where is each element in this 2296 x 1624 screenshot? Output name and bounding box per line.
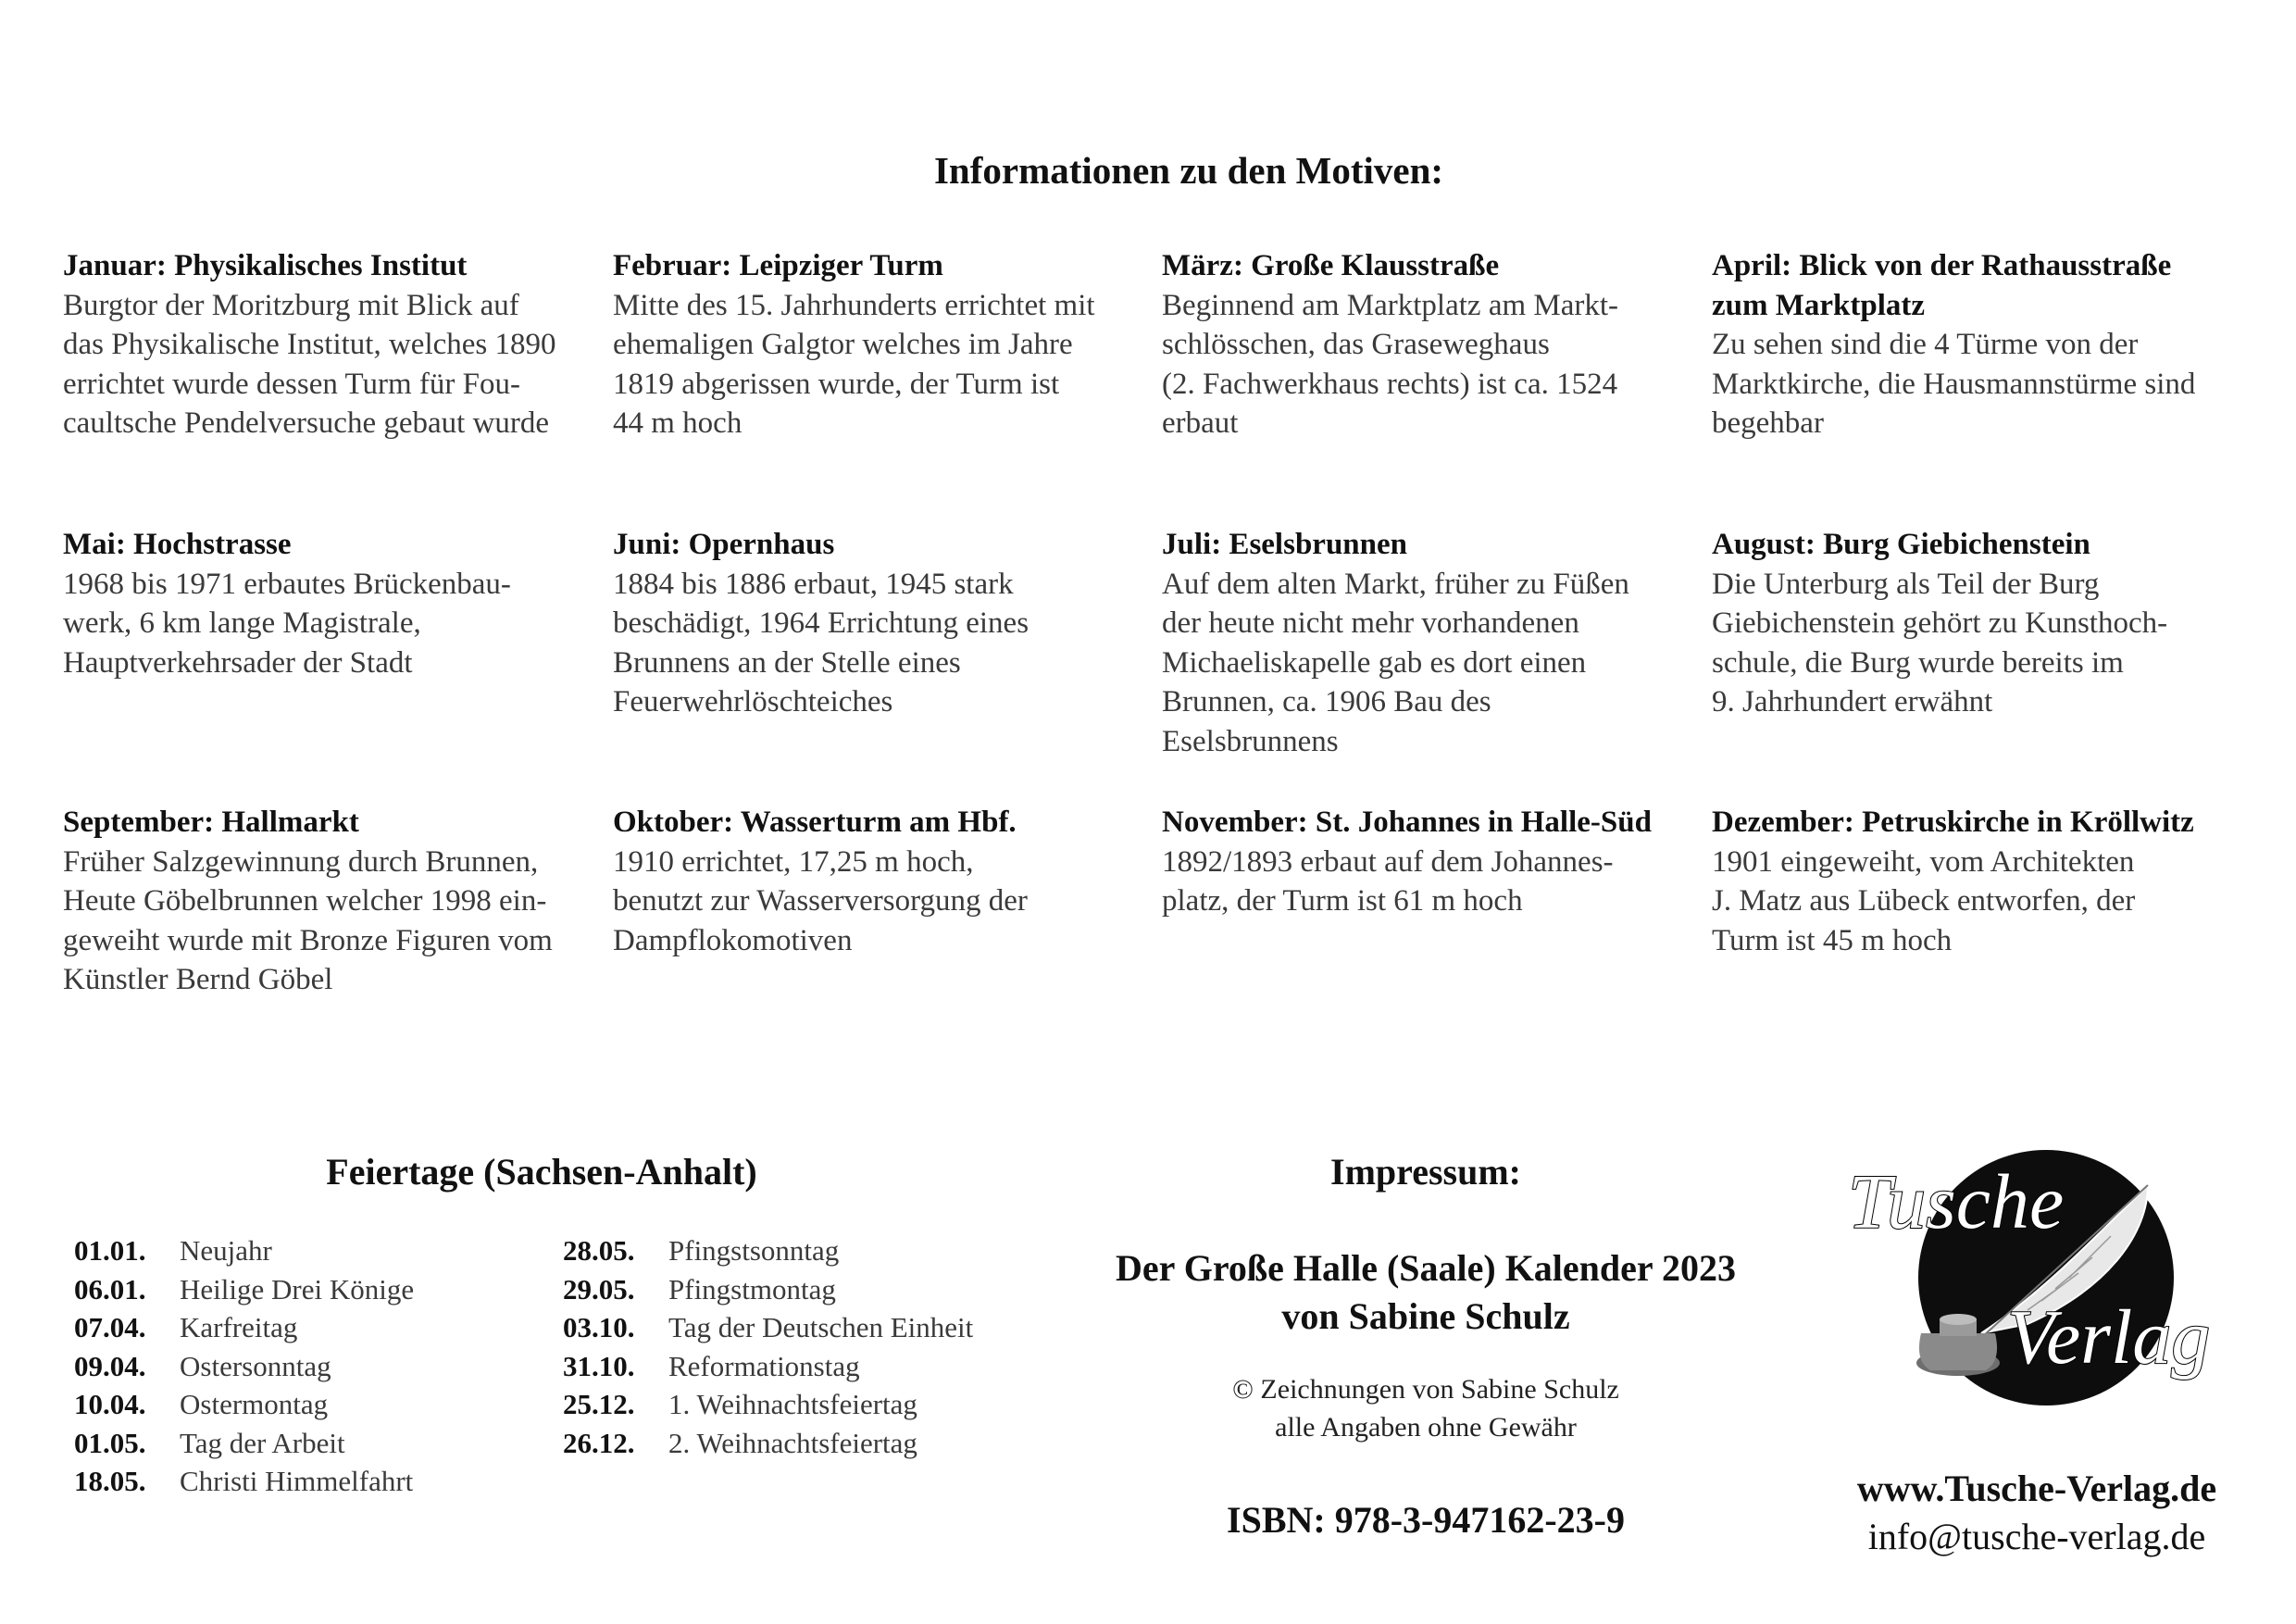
impressum-book [1046,1244,1805,1341]
holiday-row [74,1462,414,1501]
holiday-row [74,1385,414,1424]
holiday-row [74,1231,414,1270]
holiday-name: Ostersonntag [180,1349,331,1382]
holiday-row [563,1308,973,1347]
month-description: 1892/1893 erbaut auf dem Johannes- platz, der Turm ist 61 m hoch [1162,844,1614,918]
holiday-date: 18.05. [74,1465,146,1497]
month-june [613,525,1159,722]
month-february [613,246,1159,443]
month-november [1162,803,1708,921]
holiday-name: Reformationstag [668,1349,860,1382]
month-heading: Februar: Leipziger Turm [613,249,943,282]
holiday-name: 2. Weihnachtsfeiertag [668,1426,917,1459]
holiday-row [74,1308,414,1347]
month-april [1712,246,2258,443]
month-july [1162,525,1708,761]
month-description: Burgtor der Moritzburg mit Blick auf das Physikalische Institut, welches 1890 errichtet wurde dessen Turm für Fou- caultsche Pendelversuche gebaut wurde [63,288,556,440]
month-heading: Januar: Physikalisches Institut [63,249,468,282]
month-description: Mitte des 15. Jahrhunderts errichtet mit ehemaligen Galgtor welches im Jahre 1819 abgerissen wurde, der Turm ist 44 m hoch [613,288,1095,440]
publisher-website[interactable]: www.Tusche-Verlag.de [1856,1468,2217,1509]
holiday-name: Tag der Deutschen Einheit [668,1311,974,1343]
holiday-date: 31.10. [563,1349,635,1382]
holidays-column-2 [563,1231,973,1462]
holiday-date: 29.05. [563,1272,635,1305]
month-heading: Juni: Opernhaus [613,528,835,561]
month-description: Auf dem alten Markt, früher zu Füßen der heute nicht mehr vorhandenen Michaeliskapelle gab es dort einen Brunnen, ca. 1906 Bau des Eselsbrunnens [1162,567,1629,758]
holidays-column-1 [74,1231,414,1501]
month-description: Die Unterburg als Teil der Burg Giebichenstein gehört zu Kunsthoch- schule, die Burg wurde bereits im 9. Jahrhundert erwähnt [1712,567,2168,718]
holiday-date: 07.04. [74,1311,146,1343]
holiday-row [74,1347,414,1386]
holiday-name: Neujahr [180,1234,272,1267]
month-description: Früher Salzgewinnung durch Brunnen, Heute Göbelbrunnen welcher 1998 ein- geweiht wurde mit Bronze Figuren vom Künstler Bernd Göbel [63,844,553,996]
logo-word-tusche: Tusche [1848,1159,2065,1245]
holiday-row [74,1424,414,1463]
holiday-name: Karfreitag [180,1311,298,1343]
month-heading: April: Blick von der Rathausstraße zum Marktplatz [1712,249,2172,322]
holiday-date: 25.12. [563,1388,635,1420]
holiday-date: 26.12. [563,1426,635,1459]
impressum-note [1046,1370,1805,1446]
month-august [1712,525,2258,722]
holiday-row [563,1385,973,1424]
month-description: 1884 bis 1886 erbaut, 1945 stark beschädigt, 1964 Errichtung eines Brunnens an der Stelle eines Feuerwehrlöschteiches [613,567,1029,718]
month-september [63,803,609,1000]
holiday-date: 09.04. [74,1349,146,1382]
month-description: Zu sehen sind die 4 Türme von der Marktkirche, die Hausmannstürme sind begehbar [1712,328,2196,440]
month-heading: Juli: Eselsbrunnen [1162,528,1407,561]
book-title: Der Große Halle (Saale) Kalender 2023 [1116,1247,1736,1289]
holiday-row [563,1424,973,1463]
holiday-date: 01.01. [74,1234,146,1267]
month-march [1162,246,1708,443]
month-january [63,246,609,443]
month-heading: Oktober: Wasserturm am Hbf. [613,806,1017,839]
copyright-line: © Zeichnungen von Sabine Schulz [1232,1374,1619,1405]
publisher-email[interactable]: info@tusche-verlag.de [1867,1516,2206,1557]
month-description: 1901 eingeweiht, vom Architekten J. Matz aus Lübeck entworfen, der Turm ist 45 m hoch [1712,844,2136,957]
holidays-title: Feiertage (Sachsen-Anhalt) [326,1151,757,1193]
month-heading: Dezember: Petruskirche in Kröllwitz [1712,806,2194,839]
holiday-name: Ostermontag [180,1388,329,1420]
holiday-name: Tag der Arbeit [180,1426,345,1459]
month-description: 1910 errichtet, 17,25 m hoch, benutzt zur Wasserversorgung der Dampflokomotiven [613,844,1028,957]
month-heading: März: Große Klausstraße [1162,249,1500,282]
month-heading: September: Hallmarkt [63,806,359,839]
holiday-date: 28.05. [563,1234,635,1267]
holiday-row [74,1270,414,1309]
holiday-date: 01.05. [74,1426,146,1459]
month-heading: November: St. Johannes in Halle-Süd [1162,806,1652,839]
holiday-date: 10.04. [74,1388,146,1420]
month-description: 1968 bis 1971 erbautes Brückenbau- werk, 6 km lange Magistrale, Hauptverkehrsader der Stadt [63,567,511,680]
holiday-row [563,1347,973,1386]
holiday-name: Pfingstsonntag [668,1234,840,1267]
disclaimer-line: alle Angaben ohne Gewähr [1275,1412,1577,1443]
month-heading: Mai: Hochstrasse [63,528,292,561]
book-author: von Sabine Schulz [1281,1295,1570,1337]
month-october [613,803,1159,960]
logo-word-verlag: Verlag [2007,1294,2211,1380]
isbn: ISBN: 978-3-947162-23-9 [1227,1499,1625,1541]
publisher-logo [1842,1148,2250,1407]
month-may [63,525,609,682]
holiday-date: 06.01. [74,1272,146,1305]
holiday-row [563,1270,973,1309]
holiday-date: 03.10. [563,1311,635,1343]
impressum-title: Impressum: [1330,1151,1521,1193]
holiday-name: Pfingstmontag [668,1272,836,1305]
month-december [1712,803,2258,960]
holiday-name: Heilige Drei Könige [180,1272,415,1305]
holiday-name: 1. Weihnachtsfeiertag [668,1388,917,1420]
month-heading: August: Burg Giebichenstein [1712,528,2090,561]
month-description: Beginnend am Marktplatz am Markt- schlösschen, das Graseweghaus (2. Fachwerkhaus rechts) ist ca. 1524 erbaut [1162,288,1619,440]
holiday-row [563,1231,973,1270]
logo-graphic [1842,1148,2250,1407]
holiday-name: Christi Himmelfahrt [180,1465,414,1497]
page-title: Informationen zu den Motiven: [933,149,1444,192]
